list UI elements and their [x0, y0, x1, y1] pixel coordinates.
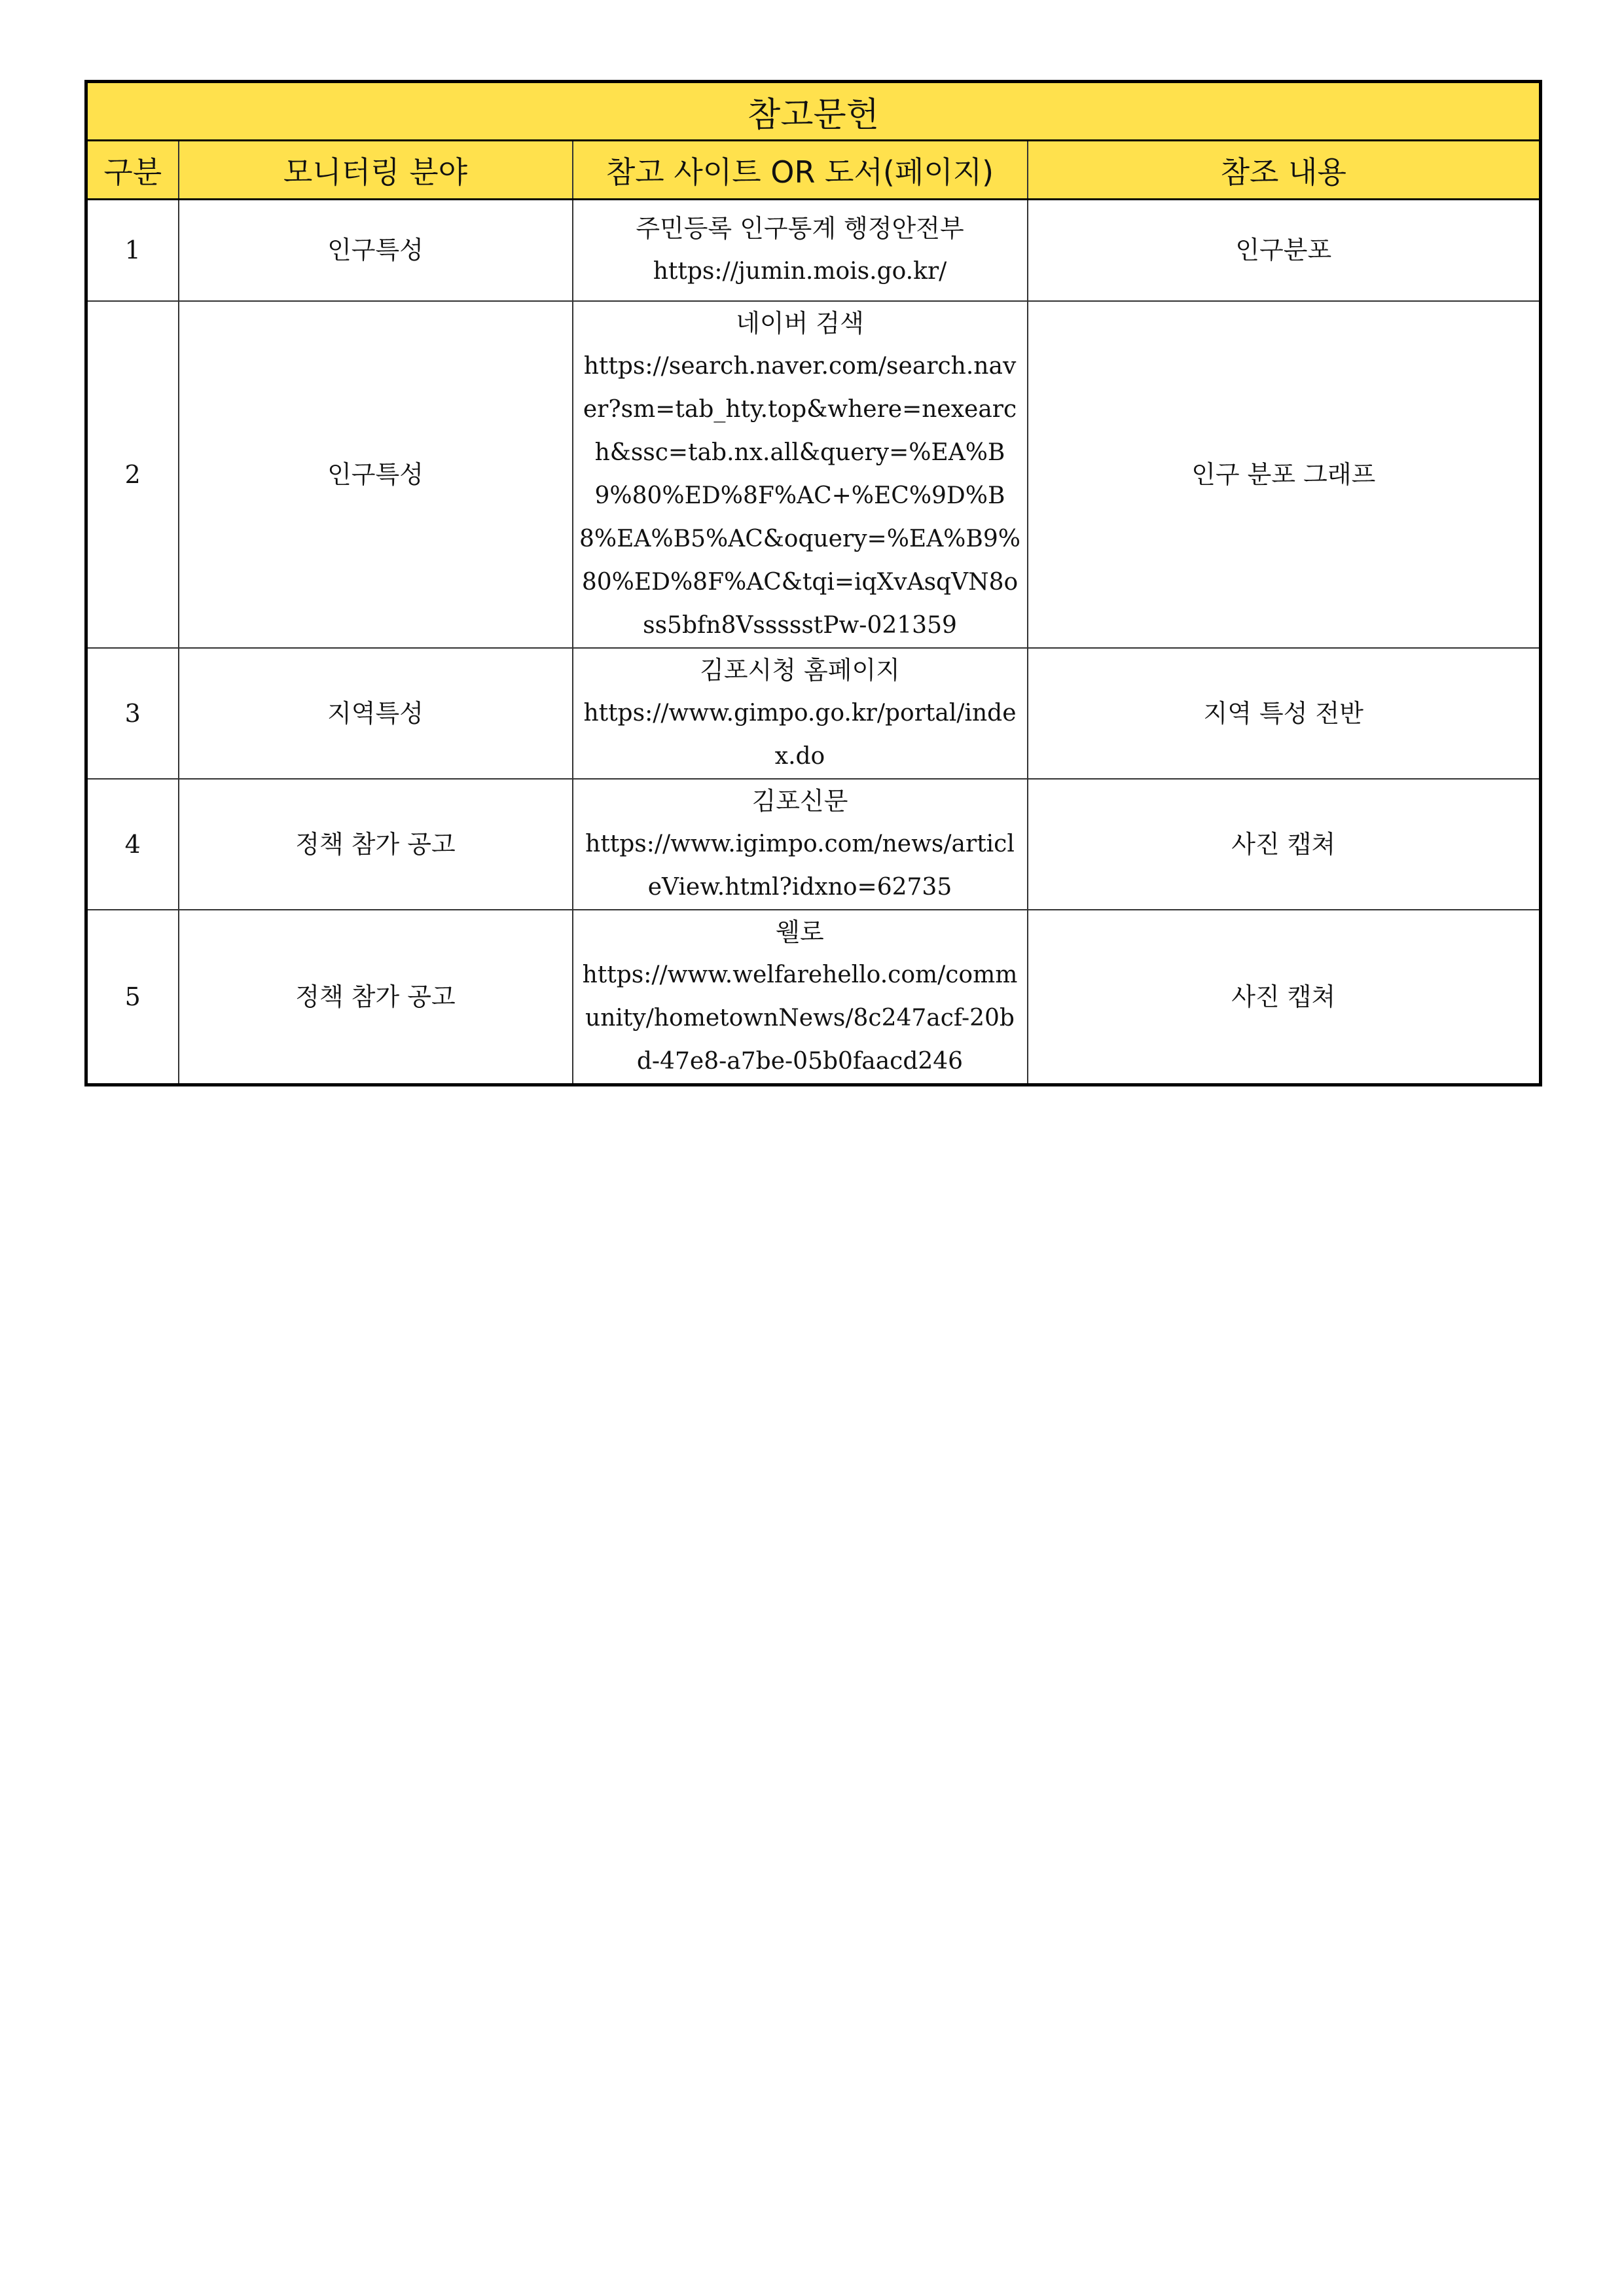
row-content: 인구분포	[1028, 200, 1541, 301]
table-row	[86, 779, 1541, 910]
row-number: 4	[86, 779, 179, 910]
row-content: 사진 캡쳐	[1028, 779, 1541, 910]
header-reference-content: 참조 내용	[1028, 141, 1541, 200]
row-content: 인구 분포 그래프	[1028, 301, 1541, 648]
references-table	[84, 80, 1542, 1086]
row-number: 1	[86, 200, 179, 301]
table-header-row	[86, 141, 1541, 200]
row-field: 정책 참가 공고	[179, 910, 573, 1085]
row-field: 지역특성	[179, 648, 573, 779]
row-source	[573, 779, 1028, 910]
table-row	[86, 648, 1541, 779]
source-url: https://www.gimpo.go.kr/portal/index.do	[583, 699, 1017, 770]
header-category: 구분	[86, 141, 179, 200]
source-name: 네이버 검색	[736, 308, 864, 338]
table-title: 참고문헌	[86, 82, 1541, 141]
source-url: https://search.naver.com/search.naver?sm=tab_hty.top&where=nexearch&ssc=tab.nx.all&query=%EA%B9%80%ED%8F%AC+%EC%9D%B8%EA%B5%AC&oquery=%EA%B9%80%ED%8F%AC&tqi=iqXvAsqVN8oss5bfn8VssssstPw-021359	[579, 352, 1020, 639]
source-url: https://www.igimpo.com/news/articleView.html?idxno=62735	[585, 830, 1015, 901]
table-title-row	[86, 82, 1541, 141]
row-field: 인구특성	[179, 301, 573, 648]
source-url: https://jumin.mois.go.kr/	[653, 258, 947, 285]
row-content: 지역 특성 전반	[1028, 648, 1541, 779]
row-field: 정책 참가 공고	[179, 779, 573, 910]
source-name: 웰로	[776, 917, 824, 946]
source-name: 김포신문	[751, 786, 848, 816]
header-reference-source: 참고 사이트 OR 도서(페이지)	[573, 141, 1028, 200]
row-field: 인구특성	[179, 200, 573, 301]
table-row	[86, 200, 1541, 301]
table-row	[86, 910, 1541, 1085]
row-number: 2	[86, 301, 179, 648]
row-source	[573, 301, 1028, 648]
row-number: 3	[86, 648, 179, 779]
row-source	[573, 910, 1028, 1085]
row-source	[573, 648, 1028, 779]
row-number: 5	[86, 910, 179, 1085]
header-monitoring-field: 모니터링 분야	[179, 141, 573, 200]
source-name: 주민등록 인구통계 행정안전부	[636, 214, 964, 243]
row-source	[573, 200, 1028, 301]
row-content: 사진 캡쳐	[1028, 910, 1541, 1085]
table-row	[86, 301, 1541, 648]
source-url: https://www.welfarehello.com/community/hometownNews/8c247acf-20bd-47e8-a7be-05b0faacd246	[582, 961, 1018, 1075]
source-name: 김포시청 홈페이지	[700, 655, 900, 685]
